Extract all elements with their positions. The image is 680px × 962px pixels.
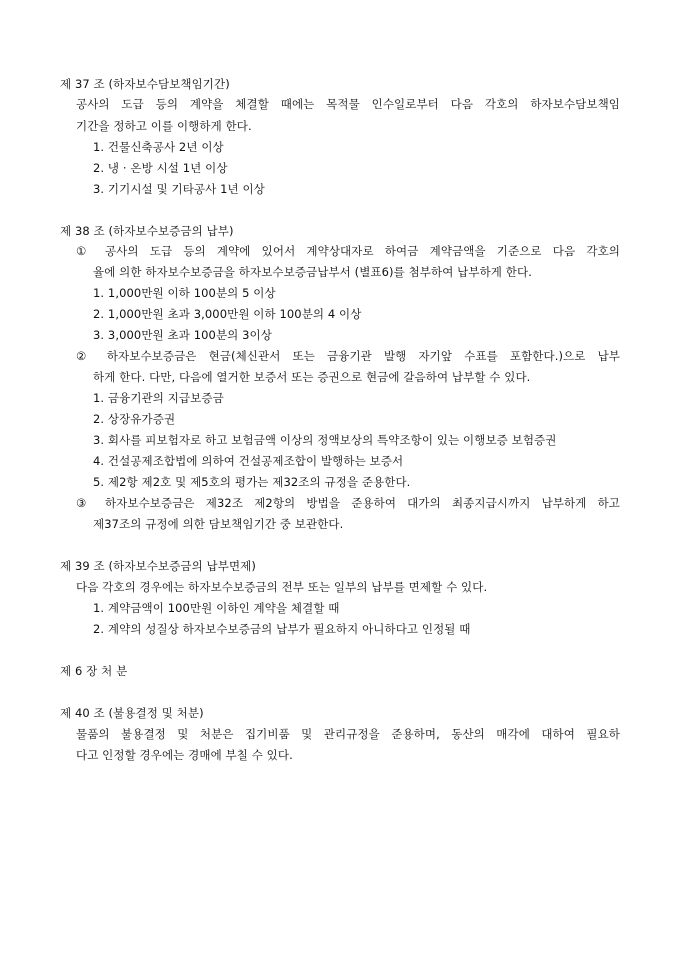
article-38-para-2-item-2: 2. 상장유가증권 (93, 412, 176, 426)
article-38-para-1-item-3: 3. 3,000만원 초과 100분의 3이상 (93, 328, 272, 342)
article-38-para-1-line-1: ① 공사의 도급 등의 계약에 있어서 계약상대자로 하여금 계약금액을 기준으로 다음 각호의 (76, 244, 620, 258)
chapter-6-heading: 제 6 장 처 분 (60, 664, 128, 678)
article-38-para-2-line-2: 하게 한다. 다만, 다음에 열거한 보증서 또는 증권으로 현금에 갈음하여 납부할 수 있다. (93, 370, 531, 384)
article-37-item-2: 2. 냉 · 온방 시설 1년 이상 (93, 161, 228, 175)
article-38-para-2-item-5: 5. 제2항 제2호 및 제5호의 평가는 제32조의 규정을 준용한다. (93, 475, 411, 489)
article-39-item-2: 2. 계약의 성질상 하자보수보증금의 납부가 필요하지 아니하다고 인정될 때 (93, 622, 471, 636)
article-37-body-line-1: 공사의 도급 등의 계약을 체결할 때에는 목적물 인수일로부터 다음 각호의 하자보수담보책임 (76, 97, 620, 111)
article-38-para-2-item-1: 1. 금융기관의 지급보증금 (93, 391, 224, 405)
article-37-item-3: 3. 기기시설 및 기타공사 1년 이상 (93, 182, 265, 196)
article-39-body: 다음 각호의 경우에는 하자보수보증금의 전부 또는 일부의 납부를 면제할 수 있다. (76, 580, 488, 594)
article-39-heading: 제 39 조 (하자보수보증금의 납부면제) (60, 559, 256, 573)
article-40-heading: 제 40 조 (불용결정 및 처분) (60, 706, 204, 720)
article-38-para-1-item-1: 1. 1,000만원 이하 100분의 5 이상 (93, 286, 276, 300)
article-37-heading: 제 37 조 (하자보수담보책임기간) (60, 77, 230, 91)
article-38-para-2-line-1: ② 하자보수보증금은 현금(체신관서 또는 금융기관 발행 자기앞 수표를 포함한다.)으로 납부 (76, 349, 620, 363)
article-37-body-line-2: 기간을 정하고 이를 이행하게 한다. (76, 119, 252, 133)
article-38-para-2-item-3: 3. 회사를 피보험자로 하고 보험금액 이상의 정액보상의 특약조항이 있는 이행보증 보험증권 (93, 433, 557, 447)
article-38-para-3-line-2: 제37조의 규정에 의한 담보책임기간 중 보관한다. (93, 517, 344, 531)
article-38-para-3-line-1: ③ 하자보수보증금은 제32조 제2항의 방법을 준용하여 대가의 최종지급시까지 납부하게 하고 (76, 496, 620, 510)
article-38-para-1-line-2: 율에 의한 하자보수보증금을 하자보수보증금납부서 (별표6)를 첨부하여 납부하게 한다. (93, 265, 532, 279)
article-39-item-1: 1. 계약금액이 100만원 이하인 계약을 체결할 때 (93, 601, 340, 615)
article-38-para-1-item-2: 2. 1,000만원 초과 3,000만원 이하 100분의 4 이상 (93, 307, 362, 321)
article-40-body-line-2: 다고 인정할 경우에는 경매에 부칠 수 있다. (76, 748, 293, 762)
article-40-body-line-1: 물품의 불용결정 및 처분은 집기비품 및 관리규정을 준용하며, 동산의 매각에 대하여 필요하 (76, 727, 620, 741)
article-38-para-2-item-4: 4. 건설공제조합법에 의하여 건설공제조합이 발행하는 보증서 (93, 454, 404, 468)
article-38-heading: 제 38 조 (하자보수보증금의 납부) (60, 224, 234, 238)
article-37-item-1: 1. 건물신축공사 2년 이상 (93, 140, 224, 154)
